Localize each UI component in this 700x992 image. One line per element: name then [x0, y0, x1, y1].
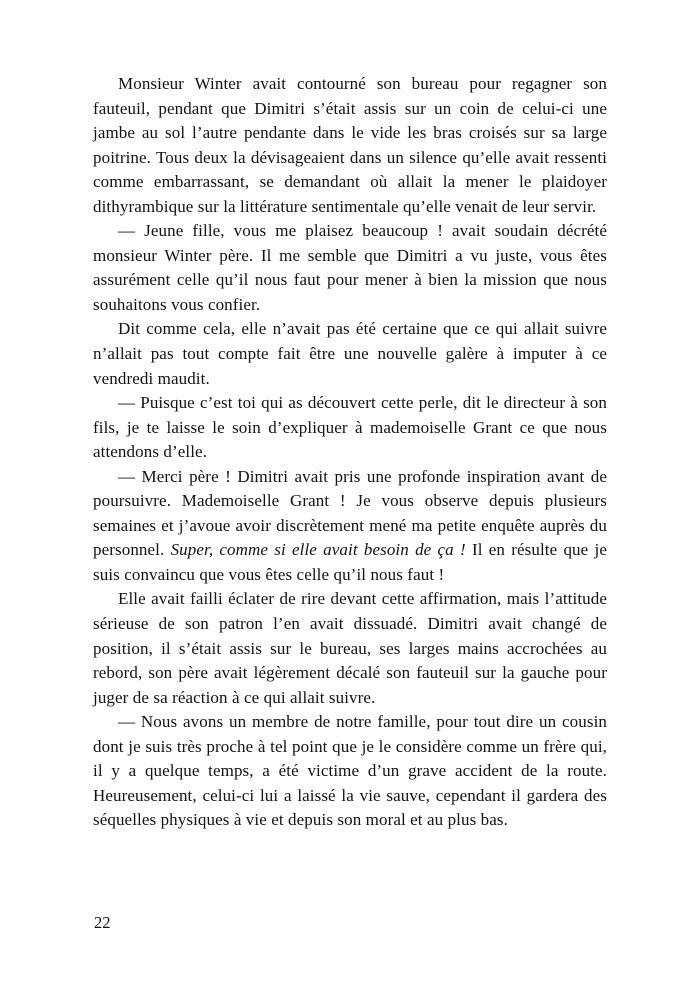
paragraph-text: Elle avait failli éclater de rire devant cette affirmation, mais l’attitude sérieuse de son patron l’en avait dissuadé. Dimitri avait changé de position, il s’était assis sur le bureau, ses larges mains accrochées au rebord, son père avait légèrement décalé son fauteuil sur la gauche pour juger de sa réaction à ce qui allait suivre. [93, 589, 607, 707]
paragraph-4 [93, 391, 607, 465]
inner-voice-italic-text: Super, comme si elle avait besoin de ça ! [170, 540, 466, 560]
paragraph-text: Dit comme cela, elle n’avait pas été certaine que ce qui allait suivre n’allait pas tout compte fait être une nouvelle galère à imputer à ce vendredi maudit. [93, 319, 607, 388]
paragraph-text: — Merci père ! Dimitri avait pris une profonde inspiration avant de poursuivre. Mademoiselle Grant ! Je vous observe depuis plusieurs semaines et j’avoue avoir discrètement mené ma petite enquête auprès du personnel. [93, 466, 607, 560]
paragraph-1 [93, 72, 607, 219]
paragraph-3 [93, 317, 607, 391]
page-number: 22 [94, 913, 111, 932]
paragraph-2 [93, 219, 607, 317]
text-block [93, 72, 607, 833]
paragraph-text: — Puisque c’est toi qui as découvert cette perle, dit le directeur à son fils, je te laisse le soin d’expliquer à mademoiselle Grant ce que nous attendons d’elle. [93, 393, 607, 462]
paragraph-text: Monsieur Winter avait contourné son bureau pour regagner son fauteuil, pendant que Dimitri s’était assis sur un coin de celui-ci une jambe au sol l’autre pendante dans le vide les bras croisés sur sa large poitrine. Tous deux la dévisageaient dans un silence qu’elle avait ressenti comme embarrassant, se demandant où allait la mener le plaidoyer dithyrambique sur la littérature sentimentale qu’elle venait de leur servir. [93, 74, 607, 216]
paragraph-7 [93, 710, 607, 833]
paragraph-text: — Jeune fille, vous me plaisez beaucoup ! avait soudain décrété monsieur Winter père. Il me semble que Dimitri a vu juste, vous êtes assurément celle qu’il nous faut pour mener à bien la mission que nous souhaitons vous confier. [93, 221, 607, 314]
paragraph-text: — Nous avons un membre de notre famille, pour tout dire un cousin dont je suis très proche à tel point que je le considère comme un frère qui, il y a quelque temps, a été victime d’un grave accident de la route. Heureusement, celui-ci lui a laissé la vie sauve, cependant il gardera des séquelles physiques à vie et depuis son moral et au plus bas. [93, 712, 607, 830]
paragraph-text: Il en résulte que je suis convaincu que vous êtes celle qu’il nous faut ! [93, 540, 607, 584]
paragraph-6 [93, 587, 607, 710]
paragraph-5 [93, 465, 607, 588]
